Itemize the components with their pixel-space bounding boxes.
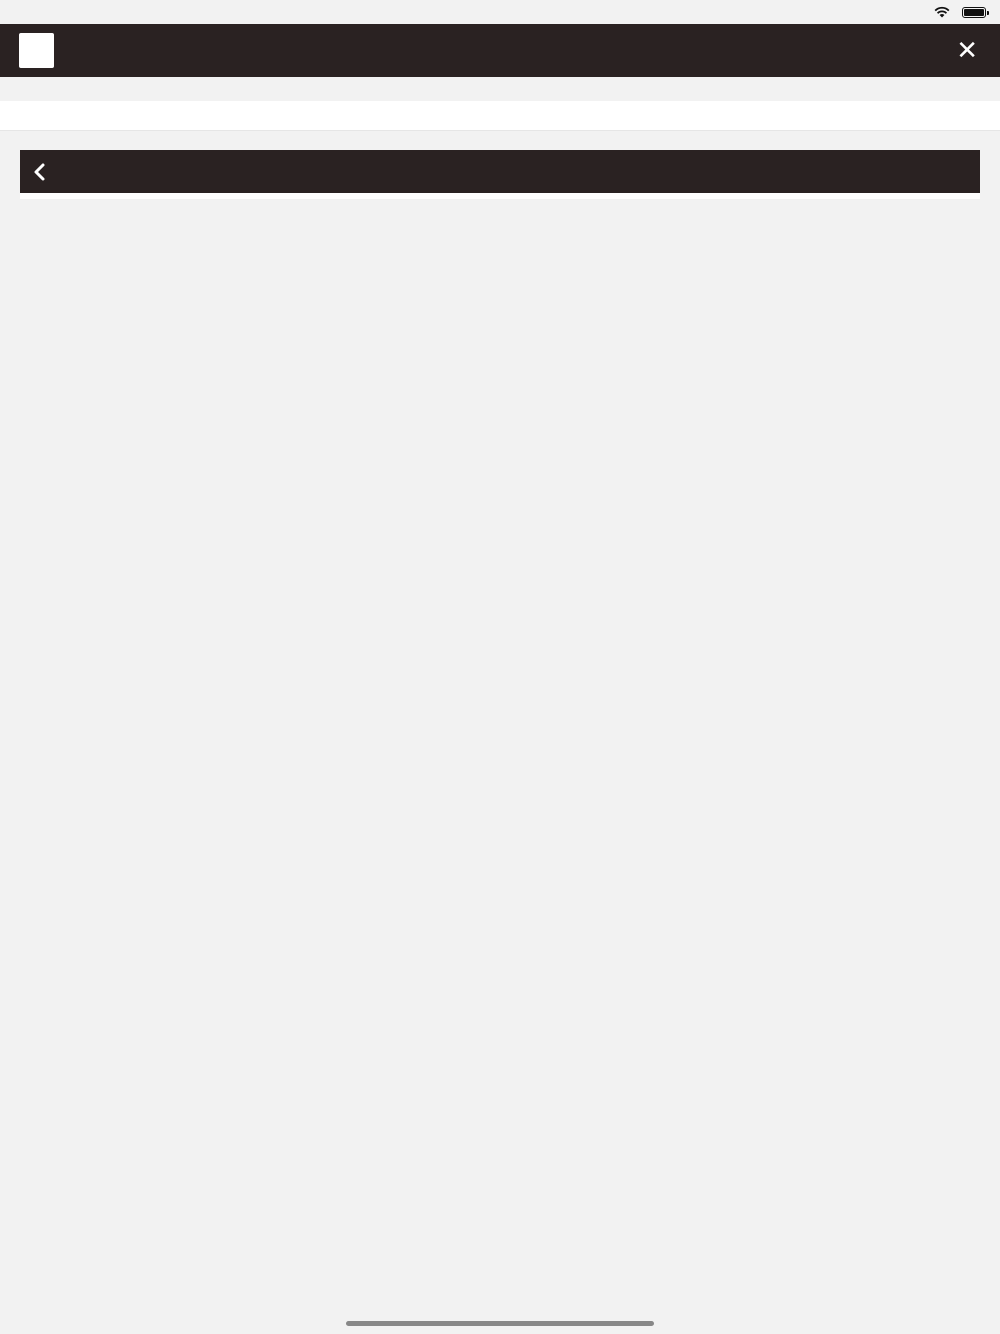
status-bar [0,0,1000,24]
category-tabs-bar [0,101,1000,131]
battery-icon [962,7,986,18]
section-expanded [20,150,980,199]
status-right [934,6,986,18]
header-title-wrap [944,35,978,66]
items-list [20,193,980,199]
app-header [0,24,1000,77]
status-left [16,5,36,19]
close-icon[interactable]: ✕ [956,35,978,66]
chevron-left-icon [30,162,50,182]
menu-content[interactable] [20,150,980,1295]
wifi-icon [934,6,950,18]
app-logo [19,33,54,68]
home-indicator [346,1321,654,1326]
section-header-expanded[interactable] [20,150,980,193]
